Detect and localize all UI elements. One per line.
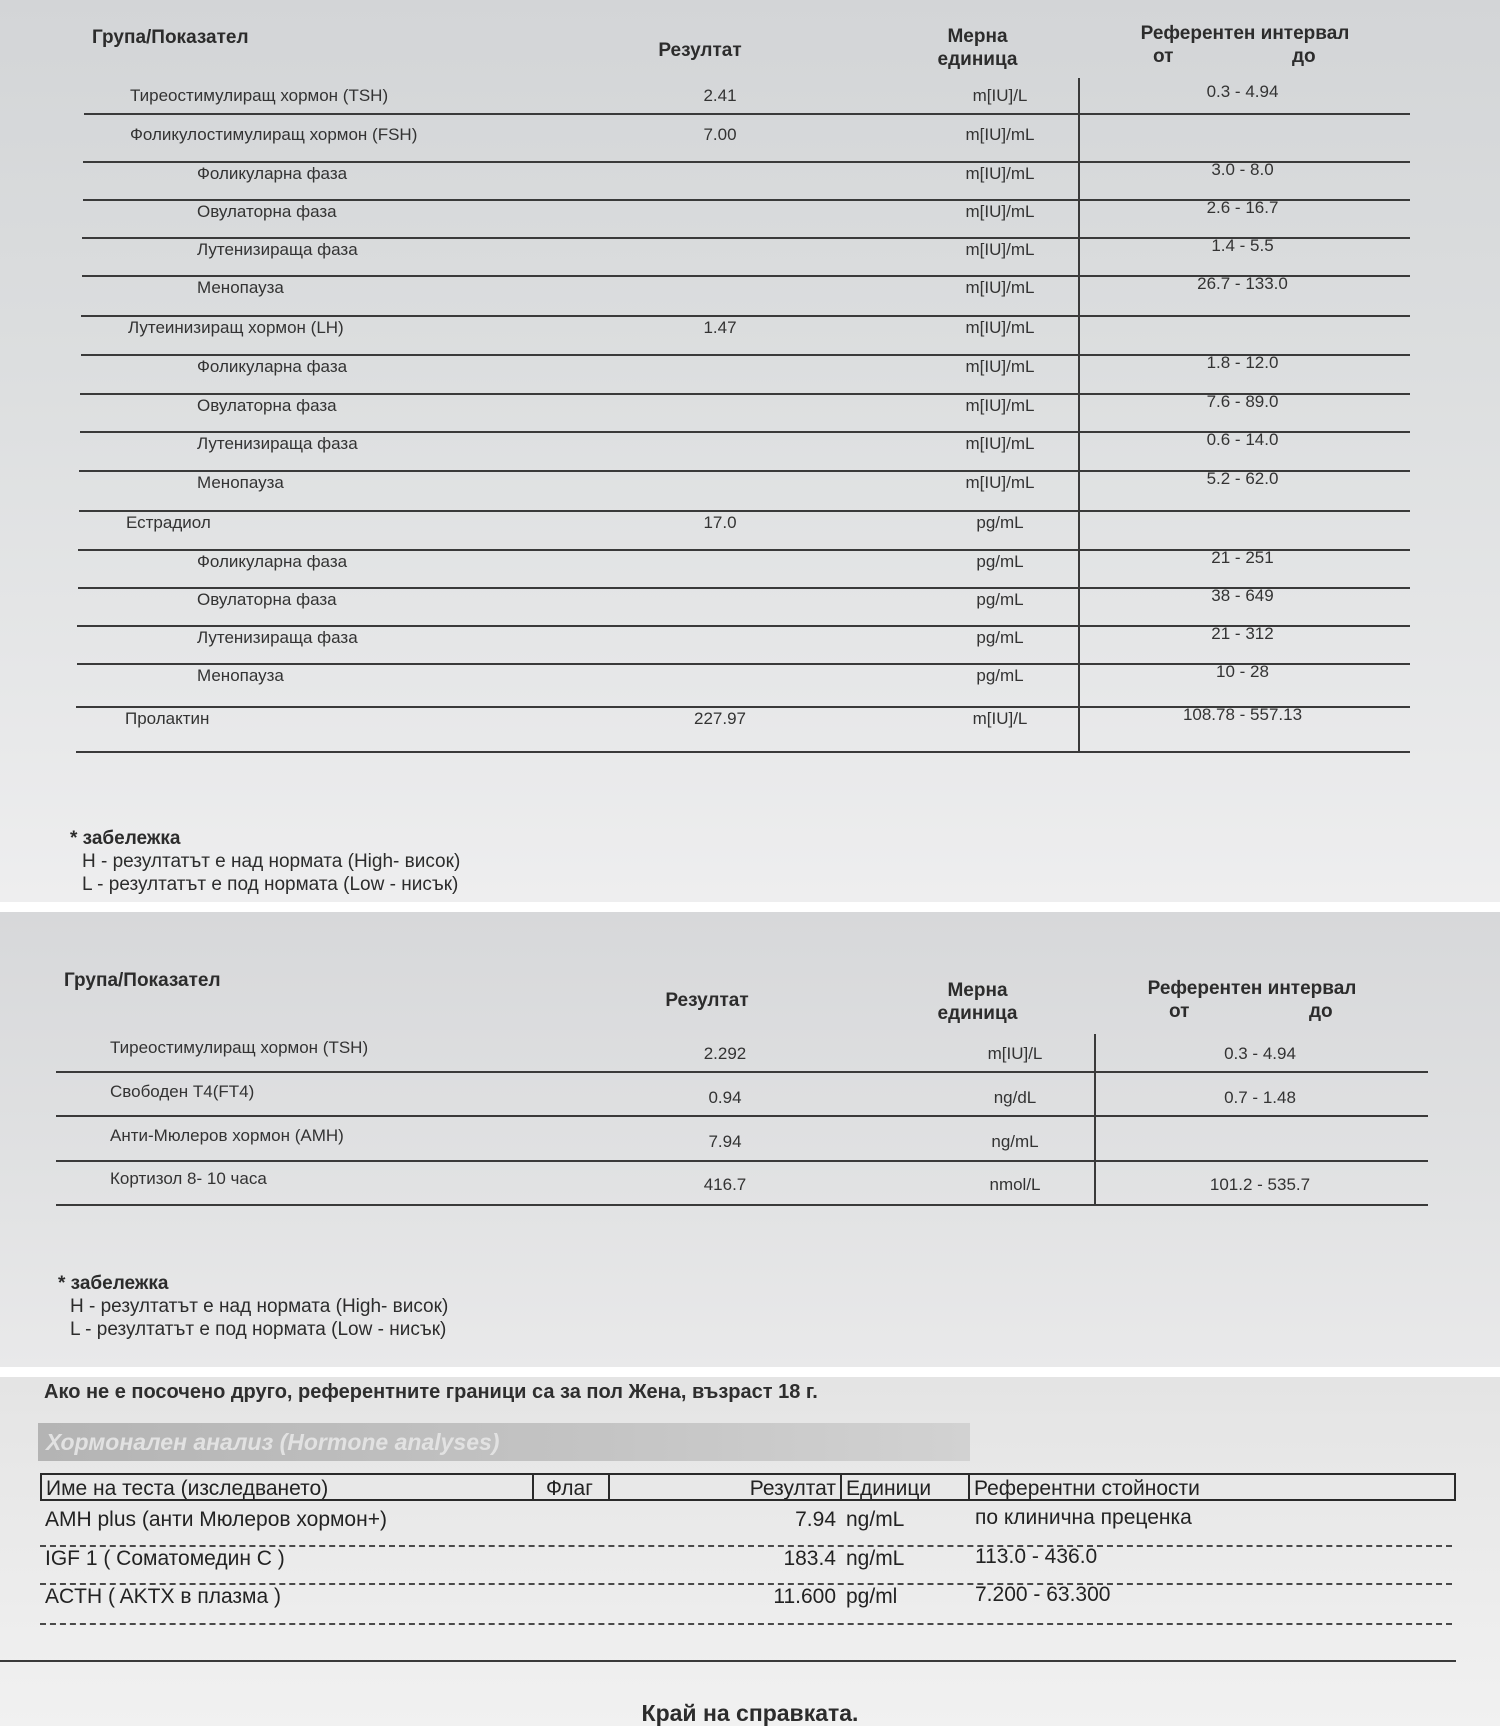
row-ref: 113.0 - 436.0 bbox=[975, 1545, 1098, 1568]
col-header-units: Единици bbox=[840, 1473, 970, 1501]
row-ref: 0.6 - 14.0 bbox=[1206, 430, 1279, 449]
header-unit-line2: единица bbox=[937, 1003, 1018, 1024]
row-ref: 21 - 251 bbox=[1211, 548, 1274, 567]
row-ref: 10 - 28 bbox=[1216, 662, 1269, 681]
row-ref: 0.3 - 4.94 bbox=[1206, 82, 1279, 101]
column-divider bbox=[1094, 1160, 1096, 1204]
column-divider bbox=[1094, 1115, 1096, 1160]
row-unit: m[IU]/mL bbox=[965, 278, 1035, 297]
row-units: ng/mL bbox=[846, 1508, 905, 1531]
row-ref: 1.4 - 5.5 bbox=[1211, 236, 1274, 255]
note-low: L - резултатът е под нормата (Low - нисък) bbox=[82, 874, 459, 895]
row-units: pg/ml bbox=[846, 1585, 898, 1608]
row-name: Фоликулостимулиращ хормон (FSH) bbox=[130, 125, 418, 144]
row-name: Лутеинизиращ хормон (LH) bbox=[128, 318, 344, 337]
row-result: 1.47 bbox=[703, 318, 737, 337]
row-ref: 26.7 - 133.0 bbox=[1197, 274, 1288, 293]
header-ref-line1: Референтен интервал bbox=[1147, 978, 1357, 999]
row-divider bbox=[81, 315, 1410, 317]
row-unit: ng/mL bbox=[991, 1132, 1039, 1151]
header-unit bbox=[900, 25, 1055, 71]
column-divider bbox=[1078, 315, 1080, 354]
row-divider bbox=[56, 1071, 1428, 1073]
row-ref: 0.7 - 1.48 bbox=[1224, 1088, 1296, 1107]
header-unit-line2: единица bbox=[937, 49, 1018, 70]
row-name: Менопауза bbox=[197, 473, 284, 492]
note-title: * забележка bbox=[70, 828, 181, 849]
row-name: Анти-Мюлеров хормон (AMH) bbox=[110, 1126, 344, 1145]
col-header-name: Име на теста (изследването) bbox=[40, 1473, 534, 1501]
row-name: AMH plus (анти Мюлеров хормон+) bbox=[45, 1508, 387, 1531]
header-group: Група/Показател bbox=[64, 970, 221, 991]
row-unit: pg/mL bbox=[976, 666, 1024, 685]
row-ref: 5.2 - 62.0 bbox=[1206, 469, 1279, 488]
row-name: Менопауза bbox=[197, 278, 284, 297]
row-ref: 101.2 - 535.7 bbox=[1209, 1175, 1311, 1194]
header-ref-interval bbox=[1107, 977, 1397, 1023]
header-result: Резултат bbox=[658, 40, 742, 61]
column-divider bbox=[1078, 706, 1080, 751]
note-title: * забележка bbox=[58, 1273, 169, 1294]
row-unit: m[IU]/mL bbox=[965, 164, 1035, 183]
column-divider bbox=[1078, 663, 1080, 706]
row-divider bbox=[40, 1623, 1452, 1625]
row-unit: m[IU]/mL bbox=[965, 125, 1035, 144]
col-header-result: Резултат bbox=[608, 1473, 842, 1501]
column-divider bbox=[1078, 470, 1080, 510]
row-name: Лутенизираща фаза bbox=[197, 434, 358, 453]
row-divider bbox=[56, 1115, 1428, 1117]
row-result: 416.7 bbox=[703, 1175, 747, 1194]
column-divider bbox=[1078, 199, 1080, 237]
column-divider bbox=[1078, 161, 1080, 199]
note-low: L - резултатът е под нормата (Low - нисък) bbox=[70, 1319, 447, 1340]
column-divider bbox=[1078, 275, 1080, 315]
row-result: 0.94 bbox=[708, 1088, 742, 1107]
row-divider bbox=[84, 113, 1410, 115]
header-ref-interval bbox=[1100, 22, 1390, 68]
header-ref-to: до bbox=[1292, 46, 1316, 67]
lab-report-panel-3 bbox=[0, 1377, 1500, 1726]
row-name: Овулаторна фаза bbox=[197, 590, 337, 609]
header-unit bbox=[900, 979, 1055, 1025]
col-header-flag: Флаг bbox=[532, 1473, 610, 1501]
reference-note: Ако не е посочено друго, референтните граници са за пол Жена, възраст 18 г. bbox=[44, 1381, 818, 1403]
header-ref-line1: Референтен интервал bbox=[1140, 23, 1350, 44]
row-unit: m[IU]/mL bbox=[965, 318, 1035, 337]
column-divider bbox=[1078, 549, 1080, 587]
row-name: Тиреостимулиращ хормон (TSH) bbox=[110, 1038, 369, 1057]
row-unit: m[IU]/mL bbox=[965, 473, 1035, 492]
row-result: 183.4 bbox=[783, 1547, 836, 1570]
header-ref-from: от bbox=[1169, 1001, 1190, 1022]
row-divider bbox=[56, 1160, 1428, 1162]
row-unit: pg/mL bbox=[976, 628, 1024, 647]
row-name: Фоликуларна фаза bbox=[197, 357, 348, 376]
row-unit: m[IU]/L bbox=[987, 1044, 1043, 1063]
row-units: ng/mL bbox=[846, 1547, 905, 1570]
header-ref-from: от bbox=[1153, 46, 1174, 67]
column-divider bbox=[1078, 237, 1080, 275]
row-name: Фоликуларна фаза bbox=[197, 552, 348, 571]
header-unit-line1: Мерна bbox=[947, 26, 1008, 47]
header-unit-line1: Мерна bbox=[947, 980, 1008, 1001]
row-name: Свободен T4(FT4) bbox=[110, 1082, 255, 1101]
column-divider bbox=[1078, 431, 1080, 470]
row-ref: 21 - 312 bbox=[1211, 624, 1274, 643]
row-name: Естрадиол bbox=[126, 513, 211, 532]
row-unit: m[IU]/mL bbox=[965, 434, 1035, 453]
end-of-report: Край на справката. bbox=[641, 1700, 859, 1726]
column-divider bbox=[1078, 625, 1080, 663]
row-name: Менопауза bbox=[197, 666, 284, 685]
column-divider bbox=[1094, 1071, 1096, 1115]
row-ref: 0.3 - 4.94 bbox=[1224, 1044, 1296, 1063]
section-title: Хормонален анализ (Hormone analyses) bbox=[46, 1429, 500, 1455]
row-divider bbox=[79, 510, 1410, 512]
row-unit: pg/mL bbox=[976, 513, 1024, 532]
row-name: Овулаторна фаза bbox=[197, 396, 337, 415]
row-unit: ng/dL bbox=[993, 1088, 1037, 1107]
column-divider bbox=[1078, 354, 1080, 393]
column-divider bbox=[1078, 587, 1080, 625]
lab-report-panel-2 bbox=[0, 912, 1500, 1367]
row-name: Фоликуларна фаза bbox=[197, 164, 348, 183]
note-high: H - резултатът е над нормата (High- висок) bbox=[82, 851, 461, 872]
row-result: 227.97 bbox=[694, 709, 746, 728]
note-block-2 bbox=[58, 1272, 448, 1341]
row-name: Пролактин bbox=[125, 709, 210, 728]
row-result: 7.00 bbox=[703, 125, 737, 144]
row-unit: pg/mL bbox=[976, 552, 1024, 571]
row-unit: m[IU]/mL bbox=[965, 396, 1035, 415]
column-divider bbox=[1078, 393, 1080, 431]
row-result: 7.94 bbox=[795, 1508, 836, 1531]
row-ref: 1.8 - 12.0 bbox=[1206, 353, 1279, 372]
section-band bbox=[38, 1423, 970, 1461]
end-divider bbox=[0, 1660, 1456, 1662]
header-result: Резултат bbox=[665, 990, 749, 1011]
row-unit: m[IU]/mL bbox=[965, 202, 1035, 221]
row-unit: nmol/L bbox=[989, 1175, 1041, 1194]
header-ref-to: до bbox=[1309, 1001, 1333, 1022]
row-name: Овулаторна фаза bbox=[197, 202, 337, 221]
row-unit: m[IU]/L bbox=[972, 86, 1028, 105]
row-unit: pg/mL bbox=[976, 590, 1024, 609]
column-divider bbox=[1078, 510, 1080, 549]
row-name: Лутенизираща фаза bbox=[197, 628, 358, 647]
row-ref: по клинична преценка bbox=[975, 1506, 1192, 1529]
row-ref: 3.0 - 8.0 bbox=[1211, 160, 1274, 179]
row-ref: 108.78 - 557.13 bbox=[1182, 705, 1303, 724]
row-unit: m[IU]/mL bbox=[965, 357, 1035, 376]
row-ref: 38 - 649 bbox=[1211, 586, 1274, 605]
col-header-ref: Референтни стойности bbox=[968, 1473, 1456, 1501]
row-ref: 7.6 - 89.0 bbox=[1206, 392, 1279, 411]
row-name: IGF 1 ( Соматомедин C ) bbox=[45, 1547, 285, 1570]
row-name: Лутенизираща фаза bbox=[197, 240, 358, 259]
row-name: Тиреостимулиращ хормон (TSH) bbox=[130, 86, 389, 105]
row-name: ACTH ( AKTX в плазма ) bbox=[45, 1585, 281, 1608]
note-high: H - резултатът е над нормата (High- висок) bbox=[70, 1296, 449, 1317]
row-result: 17.0 bbox=[703, 513, 737, 532]
column-divider bbox=[1078, 78, 1080, 113]
column-divider bbox=[1094, 1034, 1096, 1071]
row-ref: 7.200 - 63.300 bbox=[975, 1583, 1111, 1606]
row-unit: m[IU]/mL bbox=[965, 240, 1035, 259]
row-divider bbox=[56, 1204, 1428, 1206]
row-result: 2.41 bbox=[703, 86, 737, 105]
row-name: Кортизол 8- 10 часа bbox=[110, 1169, 267, 1188]
row-result: 7.94 bbox=[708, 1132, 742, 1151]
note-block-1 bbox=[70, 827, 460, 896]
column-divider bbox=[1078, 113, 1080, 161]
row-result: 2.292 bbox=[703, 1044, 747, 1063]
row-ref: 2.6 - 16.7 bbox=[1206, 198, 1279, 217]
row-result: 11.600 bbox=[773, 1585, 836, 1608]
header-group: Група/Показател bbox=[92, 27, 249, 48]
row-unit: m[IU]/L bbox=[972, 709, 1028, 728]
row-divider bbox=[76, 751, 1410, 753]
